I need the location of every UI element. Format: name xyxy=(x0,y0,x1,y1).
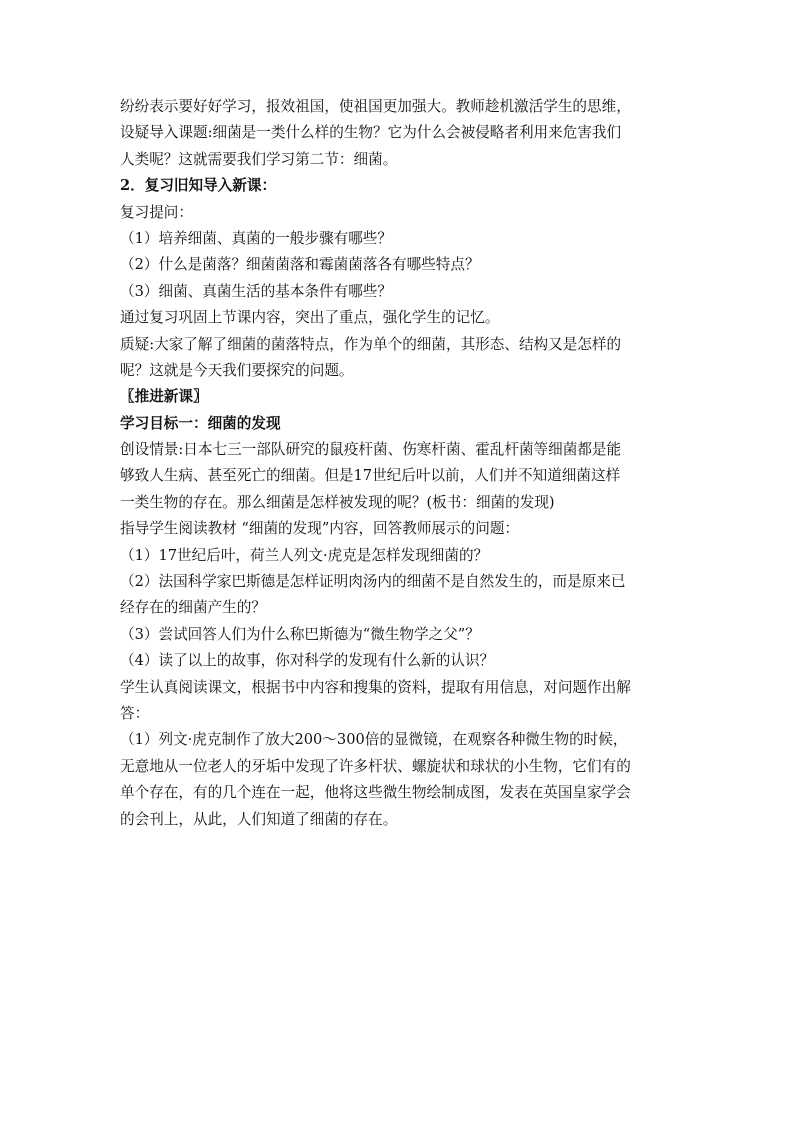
text-line: 质疑:大家了解了细菌的菌落特点，作为单个的细菌，其形态、结构又是怎样的 xyxy=(120,335,622,353)
text-line: 创设情景:日本七三一部队研究的鼠疫杆菌、伤寒杆菌、霍乱杆菌等细菌都是能 xyxy=(120,441,622,459)
text-line: 一类生物的存在。那么细菌是怎样被发现的呢？(板书：细菌的发现) xyxy=(120,493,555,511)
text-line: 复习提问： xyxy=(120,203,193,221)
text-line: 的会刊上，从此，人们知道了细菌的存在。 xyxy=(120,810,398,828)
text-line: （4）读了以上的故事，你对科学的发现有什么新的认识？ xyxy=(120,652,495,670)
text-line: 呢？这就是今天我们要探究的问题。 xyxy=(120,361,354,379)
text-line: 纷纷表示要好好学习，报效祖国，使祖国更加强大。教师趁机激活学生的思维， xyxy=(120,98,631,115)
text-line: （2）法国科学家巴斯德是怎样证明肉汤内的细菌不是自然发生的，而是原来已 xyxy=(120,573,626,591)
text-line: （3）尝试回答人们为什么称巴斯德为“微生物学之父”？ xyxy=(120,625,480,643)
text-line: 学生认真阅读课文，根据书中内容和搜集的资料，提取有用信息，对问题作出解 xyxy=(120,678,631,696)
text-line: 指导学生阅读教材 “细菌的发现”内容，回答教师展示的问题： xyxy=(120,520,520,538)
text-line: 单个存在，有的几个连在一起，他将这些微生物绘制成图，发表在英国皇家学会 xyxy=(120,784,631,802)
section-heading: 〖推进新课〗 xyxy=(120,388,208,406)
section-heading: 学习目标一：细菌的发现 xyxy=(120,414,281,432)
text-line: （1）列文·虎克制作了放大200～300倍的显微镜，在观察各种微生物的时候， xyxy=(120,731,628,749)
document-body xyxy=(120,94,680,833)
text-line: 无意地从一位老人的牙垢中发现了许多杆状、螺旋状和球状的小生物，它们有的 xyxy=(120,757,631,775)
section-heading: 2．复习旧知导入新课： xyxy=(120,177,277,195)
text-line: 设疑导入课题:细菌是一类什么样的生物？它为什么会被侵略者利用来危害我们 xyxy=(120,124,622,142)
text-line: 通过复习巩固上节课内容，突出了重点，强化学生的记忆。 xyxy=(120,309,500,327)
text-line: 经存在的细菌产生的？ xyxy=(120,599,266,617)
text-line: 人类呢？这就需要我们学习第二节：细菌。 xyxy=(120,150,398,168)
text-line: （1）17世纪后叶，荷兰人列文·虎克是怎样发现细菌的？ xyxy=(120,546,489,564)
text-line: （3）细菌、真菌生活的基本条件有哪些？ xyxy=(120,282,392,300)
text-line: 答： xyxy=(120,704,150,722)
text-line: 够致人生病、甚至死亡的细菌。但是17世纪后叶以前，人们并不知道细菌这样 xyxy=(120,467,621,485)
text-line: （1）培养细菌、真菌的一般步骤有哪些？ xyxy=(120,229,392,247)
text-line: （2）什么是菌落？细菌菌落和霉菌菌落各有哪些特点？ xyxy=(120,256,480,274)
